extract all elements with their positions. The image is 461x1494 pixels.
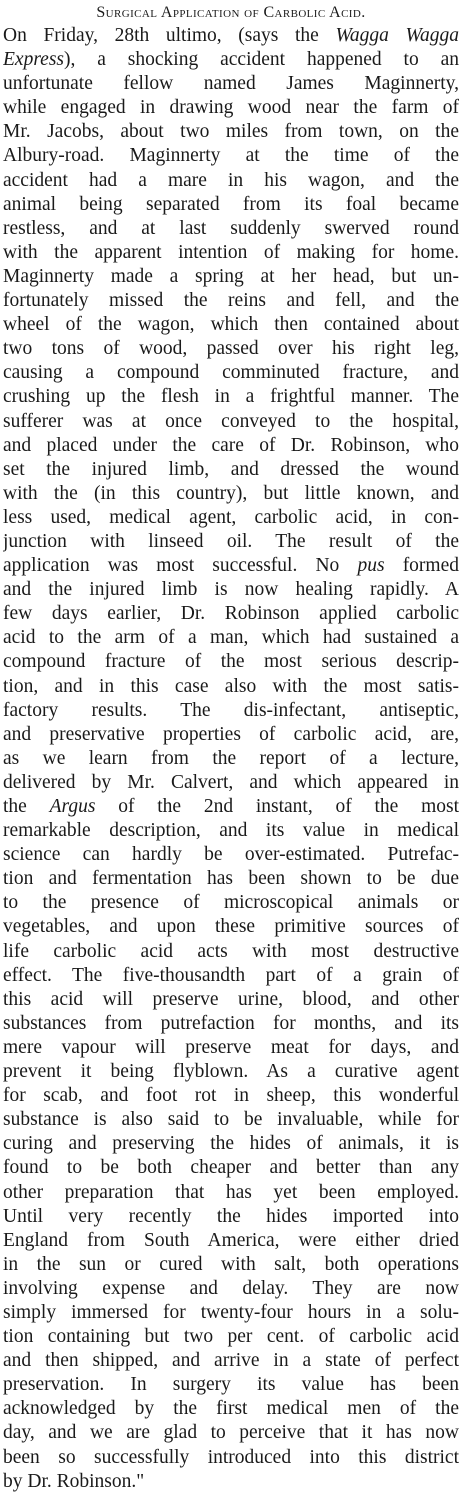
text-run: and placed under the care of Dr. Robinson, who — [3, 434, 459, 456]
article-line — [3, 337, 459, 361]
article-line — [3, 626, 459, 650]
article-line — [3, 747, 459, 771]
article-line — [3, 313, 459, 337]
article-line — [3, 24, 459, 48]
article-line — [3, 217, 459, 241]
text-run: Maginnerty made a spring at her head, but un- — [3, 265, 459, 287]
article-line — [3, 1277, 459, 1301]
article-line — [3, 843, 459, 867]
text-run: of the 2nd instant, of the most — [95, 796, 459, 817]
article-line — [3, 193, 459, 217]
article-line — [3, 1060, 459, 1084]
italic-text: Wagga Wagga — [335, 25, 459, 46]
article-line — [3, 1229, 459, 1253]
text-run: application was most successful. No — [3, 555, 358, 577]
article-line — [3, 72, 459, 96]
text-run: ), a shocking accident happened to an — [64, 49, 459, 71]
article-line — [3, 964, 459, 988]
article-line — [3, 144, 459, 168]
text-run: fortunately missed the reins and fell, and the — [3, 290, 459, 312]
text-run: accident had a mare in his wagon, and the — [3, 169, 459, 191]
text-run: On Friday, 28th ultimo, (says the — [3, 25, 336, 46]
text-run: less used, medical agent, carbolic acid, in con- — [3, 506, 459, 528]
text-run: other preparation that has yet been employed. — [3, 1181, 459, 1203]
article-line — [3, 650, 459, 674]
article-line — [3, 1349, 459, 1373]
article-line — [3, 48, 459, 72]
text-run: factory results. The dis-infectant, antiseptic, — [3, 699, 459, 721]
text-run: restless, and at last suddenly swerved round — [3, 217, 459, 239]
text-run: acid to the arm of a man, which had sustained a — [3, 627, 459, 649]
text-run: while engaged in drawing wood near the farm of — [3, 97, 459, 119]
article-line — [3, 1205, 459, 1229]
article-line — [3, 1084, 459, 1108]
article-line — [3, 289, 459, 313]
text-run: remarkable description, and its value in medical — [3, 820, 459, 842]
text-run: set the injured limb, and dressed the wound — [3, 458, 459, 480]
text-run: substance is also said to be invaluable, while for — [3, 1109, 459, 1131]
article-line — [3, 1397, 459, 1421]
article-line — [3, 1036, 459, 1060]
article-line — [3, 891, 459, 915]
article-line — [3, 482, 459, 506]
text-run: curing and preserving the hides of animals, it is — [3, 1133, 459, 1155]
text-run: compound fracture of the most serious descrip- — [3, 651, 459, 673]
text-run: Albury-road. Maginnerty at the time of the — [3, 145, 459, 167]
article-line — [3, 1421, 459, 1445]
article-line — [3, 530, 459, 554]
text-run: with the apparent intention of making for home. — [3, 241, 459, 263]
article-line — [3, 819, 459, 843]
text-run: substances from putrefaction for months, and its — [3, 1012, 459, 1034]
article-line — [3, 361, 459, 385]
text-run: acknowledged by the first medical men of the — [3, 1398, 459, 1420]
text-run: involving expense and delay. They are now — [3, 1277, 459, 1299]
text-run: two tons of wood, passed over his right leg, — [3, 338, 459, 360]
text-run: and the injured limb is now healing rapidly. A — [3, 579, 459, 601]
article-line — [3, 1470, 459, 1494]
article-line — [3, 96, 459, 120]
text-run: causing a compound comminuted fracture, and — [3, 362, 459, 384]
article-line — [3, 506, 459, 530]
text-run: mere vapour will preserve meat for days, and — [3, 1036, 459, 1058]
article-line — [3, 1325, 459, 1349]
text-run: day, and we are glad to perceive that it has now — [3, 1422, 459, 1444]
text-run: this acid will preserve urine, blood, and other — [3, 988, 459, 1010]
article-line — [3, 120, 459, 144]
text-run: life carbolic acid acts with most destructive — [3, 940, 459, 962]
article-line — [3, 410, 459, 434]
article-line — [3, 1012, 459, 1036]
article-heading: Surgical Application of Carbolic Acid. — [96, 4, 366, 21]
text-run: formed — [384, 555, 459, 577]
text-run: been so successfully introduced into this district — [3, 1446, 459, 1468]
text-run: effect. The five-thousandth part of a grain of — [3, 964, 459, 986]
text-run: junction with linseed oil. The result of the — [3, 530, 459, 552]
text-run: Mr. Jacobs, about two miles from town, on the — [3, 121, 459, 143]
text-run: preservation. In surgery its value has been — [3, 1374, 459, 1396]
article-line — [3, 723, 459, 747]
text-run: science can hardly be over-estimated. Putrefac- — [3, 844, 459, 866]
article-line — [3, 554, 459, 578]
text-run: and preservative properties of carbolic acid, are, — [3, 723, 459, 745]
text-run: tion, and in this case also with the most satis- — [3, 675, 459, 697]
text-run: crushing up the flesh in a frightful manner. The — [3, 386, 459, 408]
italic-text: pus — [357, 555, 385, 577]
article-line — [3, 1108, 459, 1132]
text-run: delivered by Mr. Calvert, and which appeared in — [3, 771, 459, 793]
text-run: wheel of the wagon, which then contained about — [3, 314, 459, 336]
article-line — [3, 265, 459, 289]
article-line — [3, 940, 459, 964]
text-run: and then shipped, and arrive in a state of perfect — [3, 1350, 459, 1372]
article-line — [3, 458, 459, 482]
text-run: tion and fermentation has been shown to be due — [3, 868, 459, 890]
article-line — [3, 1373, 459, 1397]
article-line — [3, 434, 459, 458]
article-line — [3, 1132, 459, 1156]
article-line — [3, 385, 459, 409]
article-line — [3, 867, 459, 891]
text-run: few days earlier, Dr. Robinson applied carbolic — [3, 603, 459, 625]
italic-text: Argus — [49, 796, 96, 817]
text-run: England from South America, were either dried — [3, 1229, 459, 1251]
article-line — [3, 1181, 459, 1205]
text-run: by Dr. Robinson." — [3, 1470, 145, 1492]
text-run: Until very recently the hides imported into — [3, 1205, 459, 1227]
article-line — [3, 988, 459, 1012]
article-line — [3, 771, 459, 795]
article-line — [3, 1253, 459, 1277]
text-run: the — [3, 796, 50, 817]
article-line — [3, 1446, 459, 1470]
text-run: found to be both cheaper and better than any — [3, 1157, 459, 1179]
article-line — [3, 602, 459, 626]
text-run: tion containing but two per cent. of carbolic acid — [3, 1326, 459, 1348]
text-run: with the (in this country), but little known, and — [3, 482, 459, 504]
article-line — [3, 795, 459, 819]
article-line — [3, 241, 459, 265]
article-line — [3, 1301, 459, 1325]
text-run: vegetables, and upon these primitive sources of — [3, 916, 459, 938]
article-line — [3, 1156, 459, 1180]
text-run: animal being separated from its foal became — [3, 193, 459, 215]
article-line — [3, 675, 459, 699]
article-line — [3, 169, 459, 193]
article-line — [3, 915, 459, 939]
article-body — [3, 24, 459, 1494]
text-run: unfortunate fellow named James Maginnerty, — [3, 73, 459, 95]
article-line — [3, 699, 459, 723]
text-run: as we learn from the report of a lecture, — [3, 747, 459, 769]
italic-text: Express — [3, 49, 65, 71]
text-run: simply immersed for twenty-four hours in a solu- — [3, 1301, 459, 1323]
text-run: prevent it being flyblown. As a curative agent — [3, 1061, 459, 1083]
text-run: to the presence of microscopical animals or — [3, 892, 459, 914]
article-line — [3, 578, 459, 602]
text-run: in the sun or cured with salt, both operations — [3, 1253, 459, 1275]
text-run: for scab, and foot rot in sheep, this wonderful — [3, 1085, 459, 1107]
text-run: sufferer was at once conveyed to the hospital, — [3, 410, 459, 432]
